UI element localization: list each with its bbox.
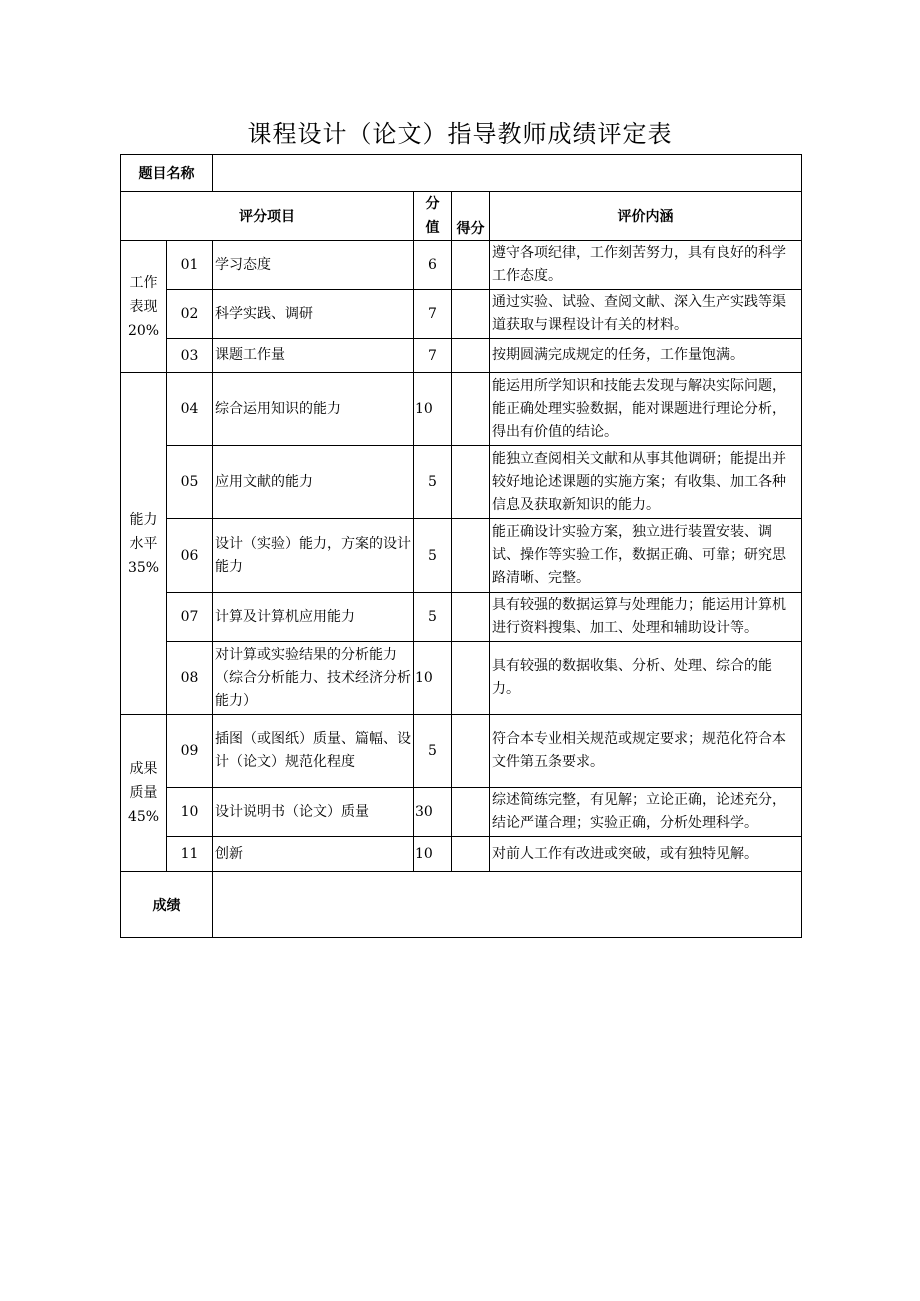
row-item: 应用文献的能力 (213, 446, 414, 519)
category-line: 成果 (129, 761, 158, 777)
category-line: 35% (127, 559, 160, 576)
row-desc: 能运用所学知识和技能去发现与解决实际问题，能正确处理实验数据，能对课题进行理论分析，得出有价值的结论。 (490, 373, 802, 446)
score-header (414, 192, 452, 241)
row-score: 6 (414, 241, 452, 290)
row-score: 7 (414, 290, 452, 339)
header-row (121, 192, 802, 241)
row-number: 01 (167, 241, 213, 290)
category-line: 20% (127, 322, 160, 339)
row-earned-field[interactable] (452, 788, 490, 837)
grade-row (121, 872, 802, 938)
row-number: 02 (167, 290, 213, 339)
grade-label: 成绩 (121, 872, 213, 938)
row-desc: 能独立查阅相关文献和从事其他调研；能提出并较好地论述课题的实施方案；有收集、加工各种信息及获取新知识的能力。 (490, 446, 802, 519)
row-score: 5 (414, 715, 452, 788)
row-desc: 对前人工作有改进或突破，或有独特见解。 (490, 837, 802, 872)
row-number: 07 (167, 593, 213, 642)
row-earned-field[interactable] (452, 290, 490, 339)
row-desc: 遵守各项纪律，工作刻苦努力，具有良好的科学工作态度。 (490, 241, 802, 290)
row-item: 综合运用知识的能力 (213, 373, 414, 446)
topic-label: 题目名称 (121, 155, 213, 192)
table-row (121, 642, 802, 715)
row-score: 5 (414, 446, 452, 519)
table-row (121, 519, 802, 593)
table-row (121, 241, 802, 290)
row-number: 05 (167, 446, 213, 519)
table-row (121, 788, 802, 837)
row-earned-field[interactable] (452, 339, 490, 373)
row-score: 10 (414, 837, 452, 872)
row-desc: 能正确设计实验方案，独立进行装置安装、调试、操作等实验工作，数据正确、可靠；研究思路清晰、完整。 (490, 519, 802, 593)
row-desc: 综述简练完整，有见解；立论正确，论述充分，结论严谨合理；实验正确，分析处理科学。 (490, 788, 802, 837)
table-row (121, 837, 802, 872)
category-line: 质量 (129, 785, 158, 801)
category-line: 表现 (129, 298, 158, 315)
row-score: 7 (414, 339, 452, 373)
row-earned-field[interactable] (452, 837, 490, 872)
row-score: 5 (414, 593, 452, 642)
row-desc: 符合本专业相关规范或规定要求；规范化符合本文件第五条要求。 (490, 715, 802, 788)
row-number: 11 (167, 837, 213, 872)
row-earned-field[interactable] (452, 241, 490, 290)
row-desc: 按期圆满完成规定的任务，工作量饱满。 (490, 339, 802, 373)
row-earned-field[interactable] (452, 446, 490, 519)
row-earned-field[interactable] (452, 642, 490, 715)
desc-header: 评价内涵 (490, 192, 802, 241)
table-row (121, 715, 802, 788)
row-desc: 通过实验、试验、查阅文献、深入生产实践等渠道获取与课程设计有关的材料。 (490, 290, 802, 339)
table-row (121, 290, 802, 339)
topic-row (121, 155, 802, 192)
row-item: 计算及计算机应用能力 (213, 593, 414, 642)
row-number: 09 (167, 715, 213, 788)
category-line: 水平 (129, 535, 158, 552)
row-score: 30 (414, 788, 452, 837)
table-row (121, 446, 802, 519)
row-item: 科学实践、调研 (213, 290, 414, 339)
topic-value-field[interactable] (213, 155, 802, 192)
row-earned-field[interactable] (452, 593, 490, 642)
table-row (121, 373, 802, 446)
row-item: 插图（或图纸）质量、篇幅、设计（论文）规范化程度 (213, 715, 414, 788)
row-number: 03 (167, 339, 213, 373)
row-item: 对计算或实验结果的分析能力（综合分析能力、技术经济分析能力） (213, 642, 414, 715)
category-cell (121, 715, 167, 872)
category-cell (121, 373, 167, 715)
category-line: 能力 (129, 511, 158, 528)
row-earned-field[interactable] (452, 715, 490, 788)
table-row (121, 593, 802, 642)
row-item: 创新 (213, 837, 414, 872)
row-item: 设计（实验）能力，方案的设计能力 (213, 519, 414, 593)
row-desc: 具有较强的数据运算与处理能力；能运用计算机进行资料搜集、加工、处理和辅助设计等。 (490, 593, 802, 642)
row-earned-field[interactable] (452, 373, 490, 446)
earned-header: 得分 (452, 192, 490, 241)
page-title: 课程设计（论文）指导教师成绩评定表 (247, 120, 673, 148)
row-item: 设计说明书（论文）质量 (213, 788, 414, 837)
row-item: 学习态度 (213, 241, 414, 290)
category-line: 工作 (129, 274, 158, 291)
items-header: 评分项目 (121, 192, 414, 241)
category-line: 45% (127, 809, 160, 825)
row-number: 04 (167, 373, 213, 446)
row-number: 06 (167, 519, 213, 593)
row-item: 课题工作量 (213, 339, 414, 373)
row-desc: 具有较强的数据收集、分析、处理、综合的能力。 (490, 642, 802, 715)
row-score: 10 (414, 373, 452, 446)
row-earned-field[interactable] (452, 519, 490, 593)
table-row (121, 339, 802, 373)
row-score: 5 (414, 519, 452, 593)
evaluation-table (120, 154, 802, 938)
grade-value-field[interactable] (213, 872, 802, 938)
score-header-line2: 值 (425, 220, 440, 236)
row-number: 10 (167, 788, 213, 837)
row-number: 08 (167, 642, 213, 715)
category-cell (121, 241, 167, 373)
row-score: 10 (414, 642, 452, 715)
score-header-line1: 分 (425, 196, 440, 212)
